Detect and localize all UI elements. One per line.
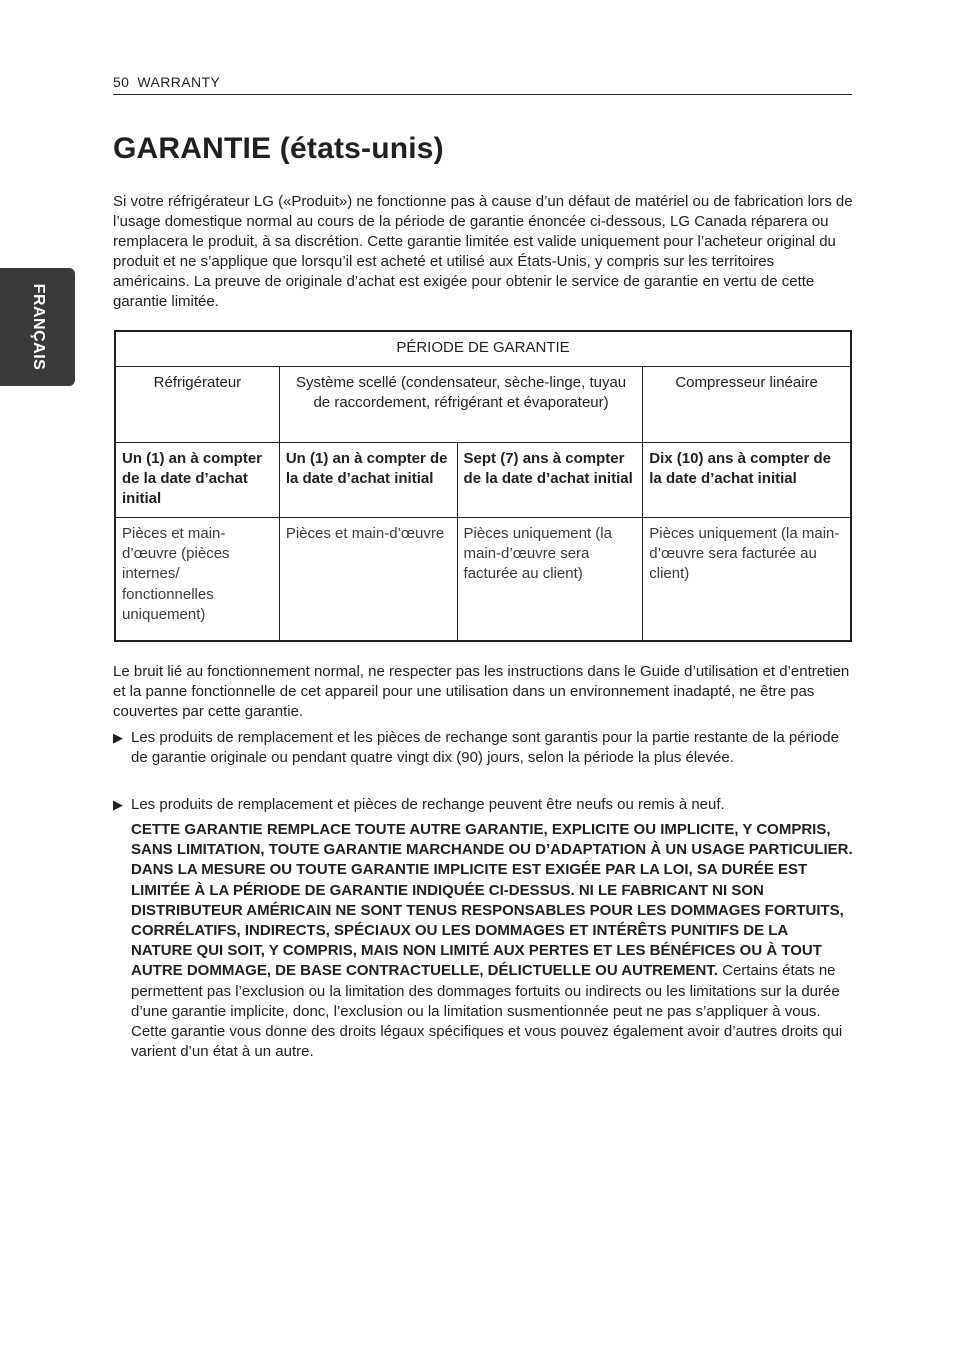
coverage-refrigerator: Pièces et main-d’œuvre (pièces internes/ fonctionnelles uniquement) (115, 518, 279, 642)
period-refrigerator: Un (1) an à compter de la date d’achat initial (115, 443, 279, 518)
section-title: WARRANTY (137, 74, 221, 90)
header-refrigerator: Réfrigérateur (115, 367, 279, 443)
triangle-right-icon: ▶ (113, 797, 123, 812)
triangle-right-icon: ▶ (113, 730, 123, 745)
coverage-sealed-system-2: Pièces uniquement (la main-d’œuvre sera facturée au client) (457, 518, 643, 642)
coverage-sealed-system-1: Pièces et main-d’œuvre (279, 518, 457, 642)
header-linear-compressor: Compresseur linéaire (643, 367, 851, 443)
header-sealed-system: Système scellé (condensateur, sèche-linge, tuyau de raccordement, réfrigérant et évaporateur) (279, 367, 642, 443)
bullet-item (113, 795, 853, 815)
bullet-item (113, 728, 853, 768)
warranty-table-title: PÉRIODE DE GARANTIE (115, 331, 851, 367)
page-title: GARANTIE (états-unis) (113, 132, 444, 165)
disclaimer-caps: CETTE GARANTIE REMPLACE TOUTE AUTRE GARANTIE, EXPLICITE OU IMPLICITE, Y COMPRIS, SANS LIMITATION, TOUTE GARANTIE MARCHANDE OU D’ADAPTATION À UN USAGE PARTICULIER. DANS LA MESURE OU TOUTE GARANTIE IMPLICITE EST EXIGÉE PAR LA LOI, SA DURÉE EST LIMITÉE À LA PÉRIODE DE GARANTIE INDIQUÉE CI-DESSUS. NI LE FABRICANT NI SON DISTRIBUTEUR AMÉRICAIN NE SONT TENUS RESPONSABLES POUR LES DOMMAGES FORTUITS, CORRÉLATIFS, INDIRECTS, SPÉCIAUX OU LES DOMMAGES ET INTÉRÊTS PUNITIFS DE LA NATURE QUI SOIT, Y COMPRIS, MAIS NON LIMITÉ AUX PERTES ET LES BÉNÉFICES OU À TOUT AUTRE DOMMAGE, DE BASE CONTRACTUELLE, DÉLICTUELLE OU AUTREMENT. (131, 821, 853, 980)
noise-paragraph: Le bruit lié au fonctionnement normal, ne respecter pas les instructions dans le Guide d’utilisation et d’entretien et la panne fonctionnelle de cet appareil pour une utilisation dans un environnement inadapté, ne être pas couvertes par cette garantie. (113, 663, 850, 721)
period-sealed-system-2: Sept (7) ans à compter de la date d’achat initial (457, 443, 643, 518)
language-tab (0, 268, 75, 386)
language-tab-label: FRANÇAIS (29, 283, 47, 371)
bullet-text: Les produits de remplacement et pièces de rechange peuvent être neufs ou remis à neuf. (131, 796, 725, 813)
period-compressor: Dix (10) ans à compter de la date d’achat initial (643, 443, 851, 518)
disclaimer-rest: Certains états ne permettent pas l’exclusion ou la limitation des dommages fortuits ou indirects ou les limitations sur la durée d’une garantie implicite, donc, l’exclusion ou la limitation susmentionnée peut ne pas s’appliquer à vous. Cette garantie vous donne des droits légaux spécifiques et vous pouvez également avoir d’autres droits qui varient d’un état à un autre. (131, 962, 843, 1061)
disclaimer-block (131, 820, 853, 1062)
intro-paragraph: Si votre réfrigérateur LG («Produit») ne fonctionne pas à cause d’un défaut de matériel ou de fabrication lors de l’usage domestique normal au cours de la période de garantie énoncée ci-dessous, LG Canada réparera ou remplacera le produit, à sa discrétion. Cette garantie limitée est valide uniquement pour l’acheteur original du produit et ne s’applique que lorsqu’il est acheté et utilisé aux États-Unis, y compris sur les territoires américains. La preuve de originale d’achat est exigée pour obtenir le service de garantie en vertu de cette garantie limitée. (113, 193, 853, 311)
bullet-text: Les produits de remplacement et les pièces de rechange sont garantis pour la partie restante de la période de garantie originale ou pendant quatre vingt dix (90) jours, selon la période la plus élevée. (131, 729, 839, 767)
page-number: 50 (113, 74, 130, 90)
warranty-table (114, 330, 852, 642)
period-sealed-system-1: Un (1) an à compter de la date d’achat initial (279, 443, 457, 518)
coverage-compressor: Pièces uniquement (la main-d’œuvre sera facturée au client) (643, 518, 851, 642)
page-header (113, 74, 852, 95)
